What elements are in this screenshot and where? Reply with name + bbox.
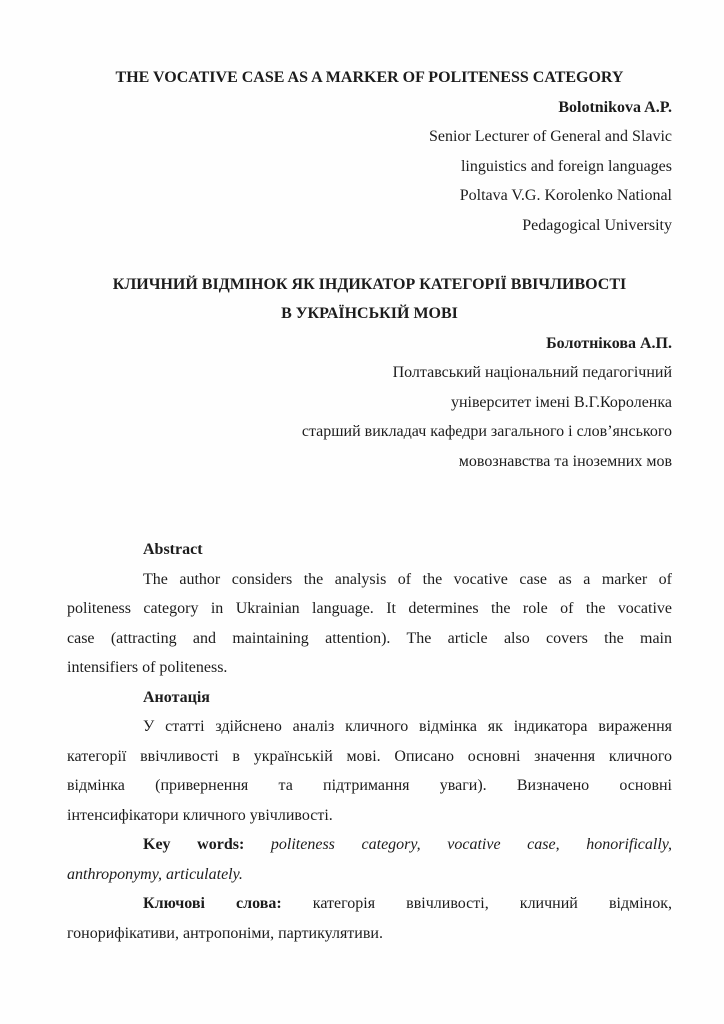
keywords-en-label: Key words:: [143, 836, 245, 853]
english-affiliation-line: Pedagogical University: [522, 216, 672, 234]
abstract-line: The author considers the analysis of the vocative case as a marker of: [143, 570, 672, 588]
keywords-ua-continuation: гонорифікативи, антропоніми, партикулятиви.: [67, 924, 383, 942]
ukrainian-title-line-1: КЛИЧНИЙ ВІДМІНОК ЯК ІНДИКАТОР КАТЕГОРІЇ ВВІЧЛИВОСТІ: [112, 275, 627, 293]
ukrainian-affiliation-line: Полтавський національний педагогічний: [392, 364, 672, 381]
english-title: THE VOCATIVE CASE AS A MARKER OF POLITENESS CATEGORY: [115, 69, 624, 86]
keywords-ua-line: [67, 889, 672, 919]
annotation-heading: Анотація: [143, 688, 210, 706]
english-affiliation-line: Senior Lecturer of General and Slavic: [428, 128, 672, 145]
english-affiliation-line: linguistics and foreign languages: [460, 157, 672, 175]
keywords-en-text: politeness category, vocative case, honorifically,: [270, 836, 672, 853]
ukrainian-affiliation-line: мовознавства та іноземних мов: [458, 452, 672, 470]
ukrainian-title-line-2: В УКРАЇНСЬКІЙ МОВІ: [281, 305, 458, 322]
english-affiliation-line: Poltava V.G. Korolenko National: [459, 187, 672, 204]
abstract-line: intensifiers of politeness.: [67, 659, 228, 676]
blank-line: [67, 240, 672, 270]
abstract-heading: Abstract: [143, 541, 203, 558]
abstract-line: case (attracting and maintaining attention). The article also covers the main: [67, 629, 672, 647]
keywords-ua-text: категорія ввічливості, кличний відмінок,: [312, 895, 673, 912]
ukrainian-author: Болотнікова А.П.: [546, 334, 672, 352]
keywords-en-continuation: anthroponymy, articulately.: [67, 865, 243, 883]
english-author: Bolotnikova A.P.: [558, 98, 672, 116]
keywords-ua-label: Ключові слова:: [143, 895, 282, 912]
blank-lines: [67, 476, 672, 535]
abstract-line: politeness category in Ukrainian language. It determines the role of the vocative: [67, 600, 672, 617]
annotation-line: відмінка (привернення та підтримання уваги). Визначено основні: [67, 777, 672, 794]
annotation-line: інтенсифікатори кличного увічливості.: [67, 806, 333, 824]
ukrainian-affiliation-line: старший викладач кафедри загального і слов’янського: [301, 423, 672, 440]
annotation-line: категорії ввічливості в українській мові. Описано основні значення кличного: [67, 747, 672, 765]
keywords-en-line: [67, 830, 672, 860]
ukrainian-affiliation-line: університет імені В.Г.Короленка: [450, 393, 672, 411]
annotation-line: У статті здійснено аналіз кличного відмінка як індикатора вираження: [143, 718, 672, 735]
